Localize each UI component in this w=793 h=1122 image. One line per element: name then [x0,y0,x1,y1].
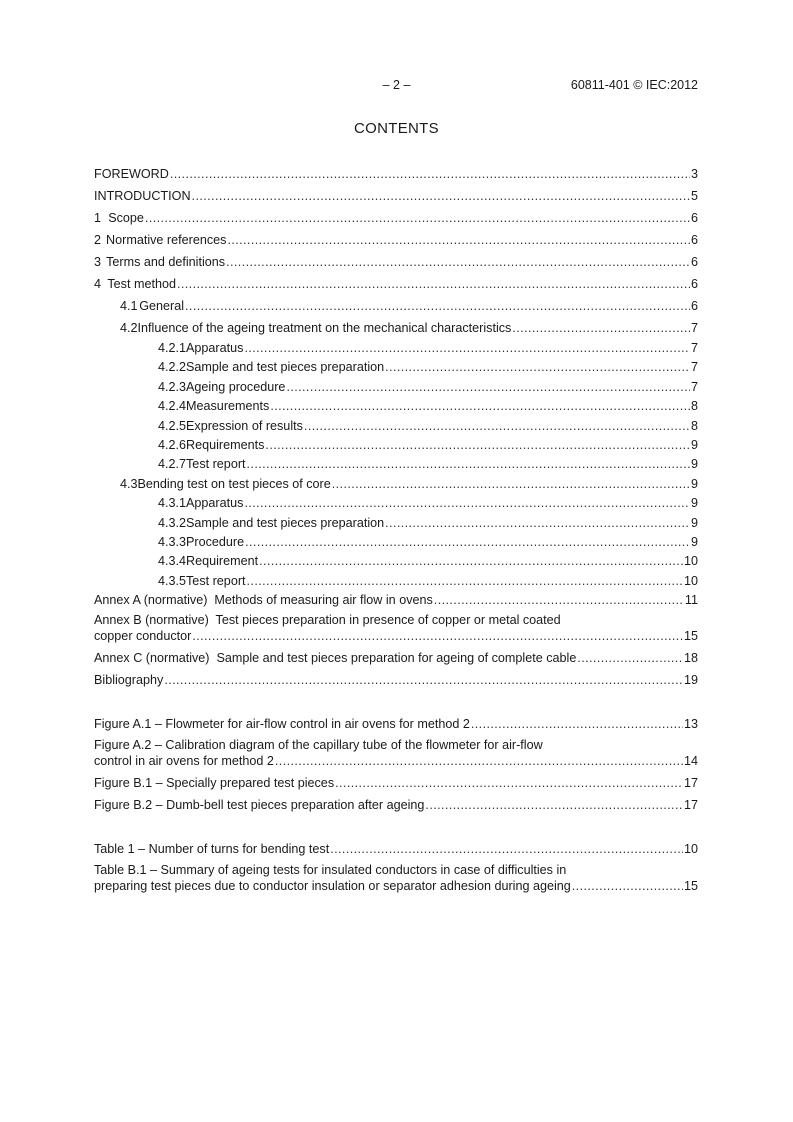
leader-dots [335,772,683,794]
toc-entry-annex-a[interactable] [94,591,698,610]
figure-entry-page: 17 [683,798,698,813]
toc-entry-title: Annex A (normative) Methods of measuring air flow in ovens [94,593,433,608]
leader-dots [145,207,690,229]
toc-entry-page: 10 [683,573,698,588]
toc-entry-page: 8 [690,418,698,433]
toc-entry-annex-c[interactable] [94,647,698,669]
figure-entry-b1[interactable] [94,772,698,794]
toc-entry-section-4-3-4[interactable] [94,552,698,571]
table-entry-1[interactable] [94,838,698,860]
toc-entry-section-2[interactable] [94,229,698,251]
leader-dots [385,514,690,533]
toc-entry-title: Requirements [186,437,265,452]
leader-dots [177,273,690,295]
figure-entry-page: 17 [683,776,698,791]
table-entry-page: 10 [683,842,698,857]
toc-entry-title: Requirement [186,554,259,569]
leader-dots [275,754,683,770]
toc-entry-number: 4.3.3 [158,534,187,549]
leader-dots [259,552,683,571]
toc-entry-introduction[interactable] [94,185,698,207]
table-of-contents [94,163,698,897]
toc-entry-title: Test report [186,573,246,588]
toc-entry-section-4-2-2[interactable] [94,358,698,377]
toc-entry-title: Normative references [106,233,227,247]
toc-entry-section-4-2-7[interactable] [94,455,698,474]
table-entry-title-line-2: preparing test pieces due to conductor insulation or separator adhesion during ageing [94,878,571,893]
toc-entry-title: Apparatus [186,496,244,511]
toc-entry-page: 6 [690,233,698,247]
table-entry-title-line-1: Table B.1 – Summary of ageing tests for insulated conductors in case of difficulties in [94,863,567,878]
toc-entry-number: 4.3 [120,476,138,491]
toc-entry-title: Ageing procedure [186,379,286,394]
toc-entry-page: 10 [683,554,698,569]
leader-dots [425,794,683,816]
toc-entry-title: Apparatus [186,341,244,355]
toc-entry-number: 4.2.1 [158,341,187,355]
toc-entry-number: 4.2 [120,321,138,335]
toc-entry-page: 6 [690,277,698,291]
leader-dots [577,647,683,669]
toc-entry-page: 19 [683,673,698,688]
toc-entry-page: 7 [690,321,698,335]
figure-entry-title: Figure B.1 – Specially prepared test pieces [94,776,335,791]
toc-entry-number: 4.3.5 [158,573,187,588]
leader-dots [572,879,683,895]
toc-entry-number: 4.2.5 [158,418,187,433]
toc-entry-title: Measurements [186,399,270,414]
leader-dots [227,229,690,251]
toc-entry-title-line-2: copper conductor [94,628,192,643]
toc-entry-title: Test method [107,277,176,291]
toc-entry-section-4-3-5[interactable] [94,572,698,591]
leader-dots [332,475,690,494]
toc-entry-number: 4.3.4 [158,554,187,569]
toc-entry-section-1[interactable] [94,207,698,229]
toc-entry-page: 9 [690,457,698,472]
toc-entry-page: 6 [690,299,698,313]
table-entry-page: 15 [683,878,698,893]
leader-dots [244,339,690,358]
leader-dots [385,358,690,377]
toc-entry-page: 9 [690,534,698,549]
toc-entry-title: INTRODUCTION [94,189,191,203]
toc-entry-title: Scope [108,211,144,225]
toc-entry-page: 7 [690,360,698,375]
figure-entry-title-line-1: Figure A.2 – Calibration diagram of the capillary tube of the flowmeter for air-flow [94,738,543,753]
toc-entry-number: 4.3.1 [158,496,187,511]
figure-entry-title-line-2: control in air ovens for method 2 [94,753,274,768]
toc-entry-number: 4.2.3 [158,379,187,394]
document-id: 60811-401 © IEC:2012 [570,78,698,92]
toc-entry-bibliography[interactable] [94,669,698,691]
figure-entry-title: Figure B.2 – Dumb-bell test pieces preparation after ageing [94,798,425,813]
leader-dots [170,163,690,185]
section-spacer [94,691,698,713]
figure-entry-title: Figure A.1 – Flowmeter for air-flow control in air ovens for method 2 [94,717,470,732]
toc-entry-section-4-2[interactable] [94,317,698,339]
figure-entry-page: 14 [683,753,698,768]
toc-entry-page: 15 [683,628,698,643]
figure-entry-a1[interactable] [94,713,698,735]
toc-entry-section-4-2-4[interactable] [94,397,698,416]
toc-entry-section-4[interactable] [94,273,698,295]
page-title: CONTENTS [354,120,439,137]
toc-entry-section-3[interactable] [94,251,698,273]
toc-entry-page: 9 [690,496,698,511]
leader-dots [471,713,683,735]
toc-entry-page: 5 [690,189,698,203]
toc-entry-title: Sample and test pieces preparation [186,360,385,375]
toc-entry-title: Bending test on test pieces of core [137,476,331,491]
leader-dots [434,591,684,610]
toc-entry-number: 4.2.6 [158,437,187,452]
toc-entry-section-4-2-3[interactable] [94,378,698,397]
leader-dots [192,629,683,645]
toc-entry-section-4-2-6[interactable] [94,436,698,455]
figure-entry-page: 13 [683,717,698,732]
toc-entry-number: 4.2.4 [158,399,187,414]
table-entry-b1[interactable] [94,860,698,897]
toc-entry-title-line-1: Annex B (normative) Test pieces preparation in presence of copper or metal coated [94,613,561,628]
leader-dots [304,417,690,436]
toc-entry-number: 4.2.7 [158,457,187,472]
toc-entry-foreword[interactable] [94,163,698,185]
toc-entry-number: 3 [94,255,102,269]
leader-dots [185,295,690,317]
toc-entry-number: 4.3.2 [158,515,187,530]
toc-entry-title: Terms and definitions [106,255,226,269]
figure-entry-a2[interactable] [94,735,698,772]
leader-dots [512,317,690,339]
toc-entry-section-4-2-5[interactable] [94,417,698,436]
toc-entry-page: 3 [690,167,698,181]
toc-entry-title: Sample and test pieces preparation [186,515,385,530]
toc-entry-number: 2 [94,233,102,247]
toc-entry-title: Test report [186,457,246,472]
table-entry-title: Table 1 – Number of turns for bending test [94,842,330,857]
toc-entry-title: General [139,299,185,313]
toc-entry-title: Procedure [186,534,245,549]
toc-entry-page: 9 [690,515,698,530]
toc-entry-annex-b[interactable] [94,610,698,647]
toc-entry-title: Influence of the ageing treatment on the mechanical characteristics [137,321,512,335]
toc-entry-section-4-1[interactable] [94,295,698,317]
toc-entry-title: Expression of results [186,418,303,433]
toc-entry-title: Bibliography [94,673,164,688]
toc-entry-page: 7 [690,379,698,394]
leader-dots [286,378,690,397]
toc-entry-page: 9 [690,476,698,491]
toc-entry-page: 9 [690,437,698,452]
toc-entry-section-4-3-3[interactable] [94,533,698,552]
toc-entry-page: 11 [684,593,698,608]
leader-dots [245,533,690,552]
leader-dots [226,251,690,273]
toc-entry-number: 4.2.2 [158,360,187,375]
leader-dots [270,397,690,416]
leader-dots [330,838,683,860]
toc-entry-section-4-3-1[interactable] [94,494,698,513]
leader-dots [247,572,683,591]
toc-entry-number: 1 [94,211,102,225]
leader-dots [244,494,690,513]
toc-entry-page: 7 [690,341,698,355]
toc-entry-number: 4 [94,277,102,291]
toc-entry-number: 4.1 [120,299,138,313]
toc-entry-section-4-3[interactable] [94,475,698,494]
leader-dots [192,185,690,207]
section-spacer [94,816,698,838]
toc-entry-page: 18 [683,651,698,666]
toc-entry-page: 6 [690,211,698,225]
toc-entry-title: Annex C (normative) Sample and test pieces preparation for ageing of complete cable [94,651,577,666]
page-number: – 2 – [382,78,411,92]
toc-entry-section-4-3-2[interactable] [94,514,698,533]
leader-dots [164,669,683,691]
figure-entry-b2[interactable] [94,794,698,816]
leader-dots [265,436,690,455]
toc-entry-section-4-2-1[interactable] [94,339,698,358]
toc-entry-title: FOREWORD [94,167,169,181]
toc-entry-page: 6 [690,255,698,269]
leader-dots [247,455,690,474]
toc-entry-page: 8 [690,399,698,414]
